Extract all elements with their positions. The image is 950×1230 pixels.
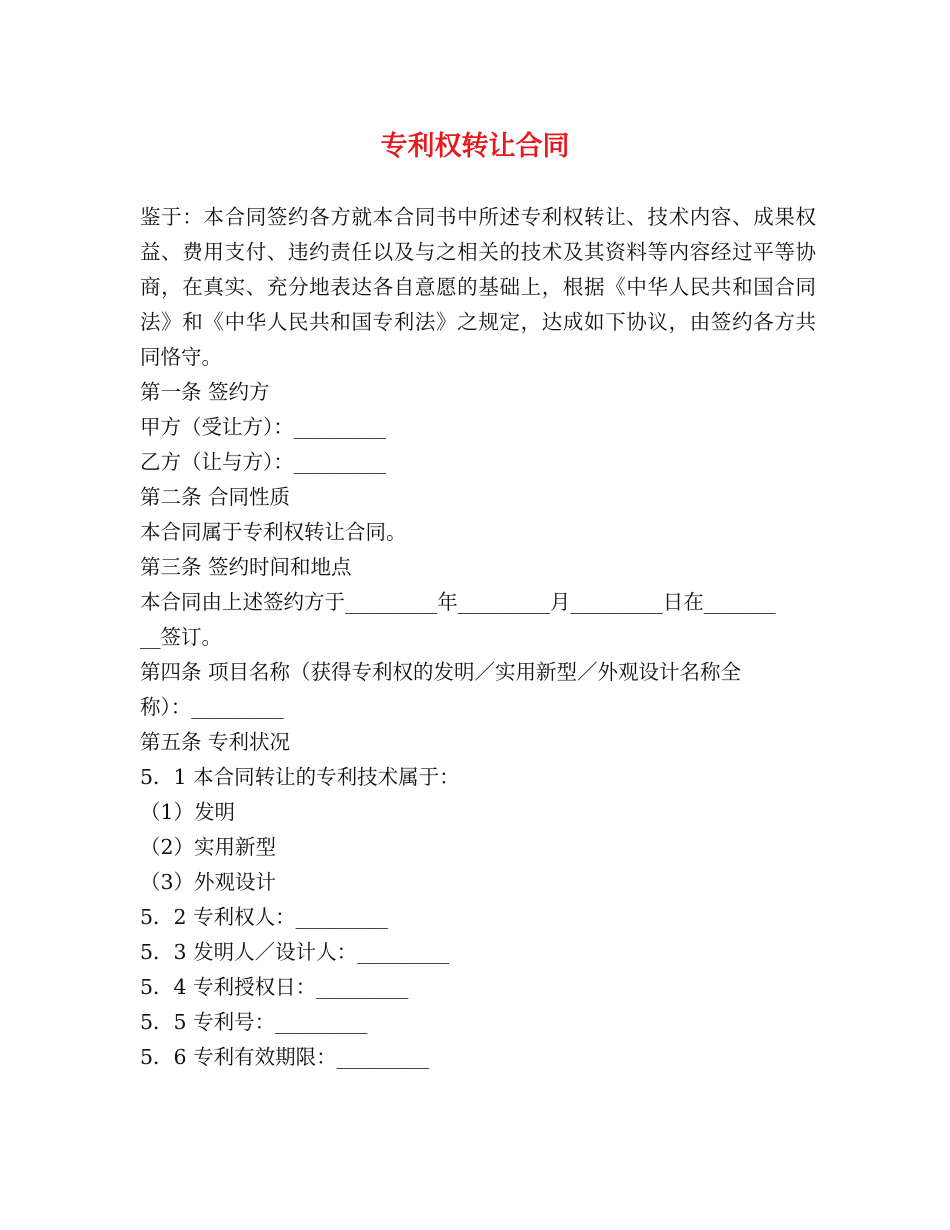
article-5-heading: 第五条 专利状况 — [140, 730, 291, 754]
option-design: （3）外观设计 — [140, 870, 277, 894]
clause-5-3: 5．3 发明人／设计人：_________ — [140, 940, 450, 964]
clause-5-4: 5．4 专利授权日：_________ — [140, 975, 409, 999]
clause-5-1: 5．1 本合同转让的专利技术属于： — [140, 765, 460, 789]
document-body — [140, 200, 816, 1075]
article-4-continued: 称）：_________ — [140, 695, 284, 719]
article-2-heading: 第二条 合同性质 — [140, 485, 291, 509]
preamble-paragraph: 鉴于：本合同签约各方就本合同书中所述专利权转让、技术内容、成果权益、费用支付、违约责任以及与之相关的技术及其资料等内容经过平等协商，在真实、充分地表达各自意愿的基础上，根据《中华人民共和国合同法》和《中华人民共和国专利法》之规定，达成如下协议，由签约各方共同恪守。 — [140, 205, 816, 369]
contract-nature-line: 本合同属于专利权转让合同。 — [140, 520, 407, 544]
party-b-line: 乙方（让与方）：_________ — [140, 450, 386, 474]
document-title: 专利权转让合同 — [380, 131, 570, 162]
article-1-heading: 第一条 签约方 — [140, 380, 270, 404]
party-a-line: 甲方（受让方）：_________ — [140, 415, 386, 439]
article-3-heading: 第三条 签约时间和地点 — [140, 555, 352, 579]
signing-date-place-line: 本合同由上述签约方于_________年_________月_________日在_______ — [140, 590, 776, 614]
clause-5-2: 5．2 专利权人：_________ — [140, 905, 388, 929]
article-4-heading: 第四条 项目名称（获得专利权的发明／实用新型／外观设计名称全 — [140, 660, 742, 684]
clause-5-6: 5．6 专利有效期限：_________ — [140, 1045, 429, 1069]
signing-date-place-continued: __签订。 — [140, 625, 222, 649]
option-utility-model: （2）实用新型 — [140, 835, 277, 859]
option-invention: （1）发明 — [140, 800, 236, 824]
clause-5-5: 5．5 专利号：_________ — [140, 1010, 368, 1034]
